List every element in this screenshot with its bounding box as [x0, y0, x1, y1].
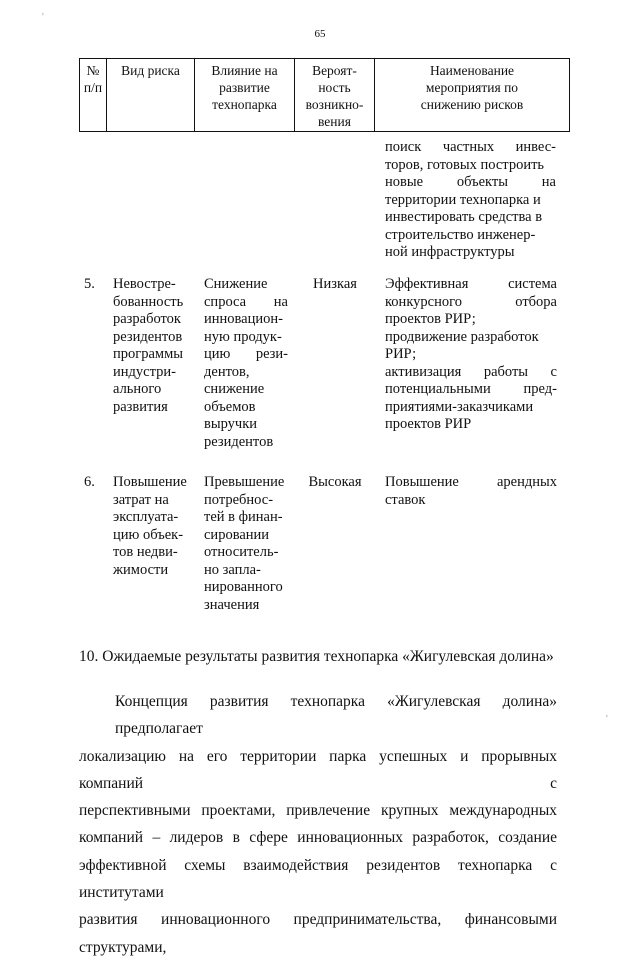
- text-line: Невостре-: [113, 276, 176, 292]
- text-line: ального: [113, 381, 162, 397]
- text-line: значения: [204, 596, 260, 613]
- text-line: развития: [113, 398, 168, 415]
- risk-type-cell: [113, 276, 193, 416]
- text-line: тей в финан-: [204, 509, 283, 525]
- text-line: индустри-: [113, 363, 176, 380]
- measures-cell: [385, 474, 557, 509]
- text-line: Концепция развития технопарка «Жигулевская долина» предполагает: [115, 693, 557, 738]
- text-line: развития инновационного предпринимательства, финансовыми структурами,: [79, 911, 557, 956]
- text-line: выручки: [204, 416, 257, 432]
- header-line: п/п: [83, 80, 103, 95]
- text-line: строительство инженер-: [385, 226, 536, 243]
- text-line: эксплуата-: [113, 509, 179, 525]
- text-line: компаний – лидеров в сфере инновационных разработок, создание: [79, 829, 557, 847]
- text-line: локализацию на его территории парка успешных и прорывных компаний с: [79, 747, 557, 792]
- header-line: технопарка: [212, 97, 277, 112]
- text-line: поиск частных инвес-: [385, 139, 556, 155]
- text-line: относитель-: [204, 544, 279, 560]
- header-line: вения: [318, 114, 351, 129]
- scan-mark: ': [42, 12, 44, 23]
- impact-cell: [204, 276, 288, 451]
- page-number: 65: [314, 28, 326, 40]
- text-line: Эффективная система: [385, 276, 557, 292]
- text-line: ставок: [385, 491, 426, 508]
- text-line: жимости: [113, 561, 169, 578]
- text-line: РИР;: [385, 346, 417, 362]
- risk-table-header: [79, 58, 570, 132]
- text-line: спроса на: [204, 293, 288, 310]
- text-line: нированного: [204, 579, 283, 595]
- header-line: Вид риска: [121, 63, 180, 78]
- text-line: сировании: [204, 526, 270, 543]
- header-line: мероприятия по: [425, 80, 519, 95]
- header-line: снижению рисков: [420, 97, 524, 112]
- text-line: резидентов: [204, 433, 274, 450]
- text-line: программы: [113, 346, 183, 362]
- header-line: Влияние на: [211, 63, 278, 78]
- text-line: цию объек-: [113, 526, 184, 543]
- header-measures: [375, 59, 570, 132]
- measures-continuation: [385, 139, 556, 262]
- header-line: возникно-: [305, 97, 364, 112]
- text-line: активизация работы с: [385, 363, 557, 380]
- text-line: ной инфраструктуры: [385, 244, 515, 260]
- text-line: дентов,: [204, 363, 250, 380]
- text-line: объемов: [204, 398, 256, 415]
- text-line: ную продук-: [204, 328, 282, 345]
- risk-type-cell: [113, 474, 193, 579]
- text-line: Повышение: [113, 474, 187, 490]
- text-line: затрат на: [113, 491, 169, 508]
- row-number: 5.: [84, 276, 95, 292]
- scan-mark: ': [606, 714, 608, 725]
- text-line: продвижение разработок: [385, 328, 539, 345]
- text-line: Снижение: [204, 276, 268, 292]
- text-line: но запла-: [204, 561, 261, 578]
- text-line: разработок: [113, 311, 181, 327]
- header-line: Вероят-: [312, 63, 357, 78]
- probability-cell: Высокая: [308, 474, 362, 490]
- body-paragraph: [79, 688, 557, 961]
- header-impact: [195, 59, 295, 132]
- impact-cell: [204, 474, 288, 614]
- header-line: ность: [318, 80, 351, 95]
- header-number: [80, 59, 107, 132]
- measures-cell: [385, 276, 557, 434]
- text-line: перспективными проектами, привлечение крупных международных: [79, 802, 557, 820]
- text-line: потенциальными пред-: [385, 381, 557, 397]
- text-line: проектов РИР: [385, 416, 472, 432]
- text-line: новые объекты на: [385, 174, 556, 190]
- row-number: 6.: [84, 474, 95, 490]
- text-line: конкурсного отбора: [385, 293, 557, 310]
- header-risk-type: [107, 59, 195, 132]
- header-line: Наименование: [429, 63, 515, 78]
- text-line: Повышение арендных: [385, 474, 557, 490]
- header-line: №: [86, 63, 100, 78]
- header-probability: [295, 59, 375, 132]
- text-line: снижение: [204, 381, 265, 397]
- header-line: развитие: [219, 80, 270, 95]
- text-line: территории технопарка и: [385, 191, 541, 208]
- text-line: тов недви-: [113, 544, 178, 560]
- text-line: Превышение: [204, 474, 285, 490]
- probability-cell: Низкая: [313, 276, 357, 292]
- text-line: инновацион-: [204, 311, 283, 327]
- text-line: проектов РИР;: [385, 311, 476, 327]
- section-heading: 10. Ожидаемые результаты развития технопарка «Жигулевская долина»: [79, 648, 554, 665]
- text-line: торов, готовых построить: [385, 156, 545, 173]
- text-line: приятиями-заказчиками: [385, 398, 534, 415]
- text-line: цию рези-: [204, 346, 288, 362]
- text-line: резидентов: [113, 328, 183, 345]
- text-line: бованность: [113, 293, 184, 310]
- text-line: инвестировать средства в: [385, 209, 543, 225]
- text-line: потребнос-: [204, 491, 274, 508]
- text-line: эффективной схемы взаимодействия резидентов технопарка с институтами: [79, 856, 557, 902]
